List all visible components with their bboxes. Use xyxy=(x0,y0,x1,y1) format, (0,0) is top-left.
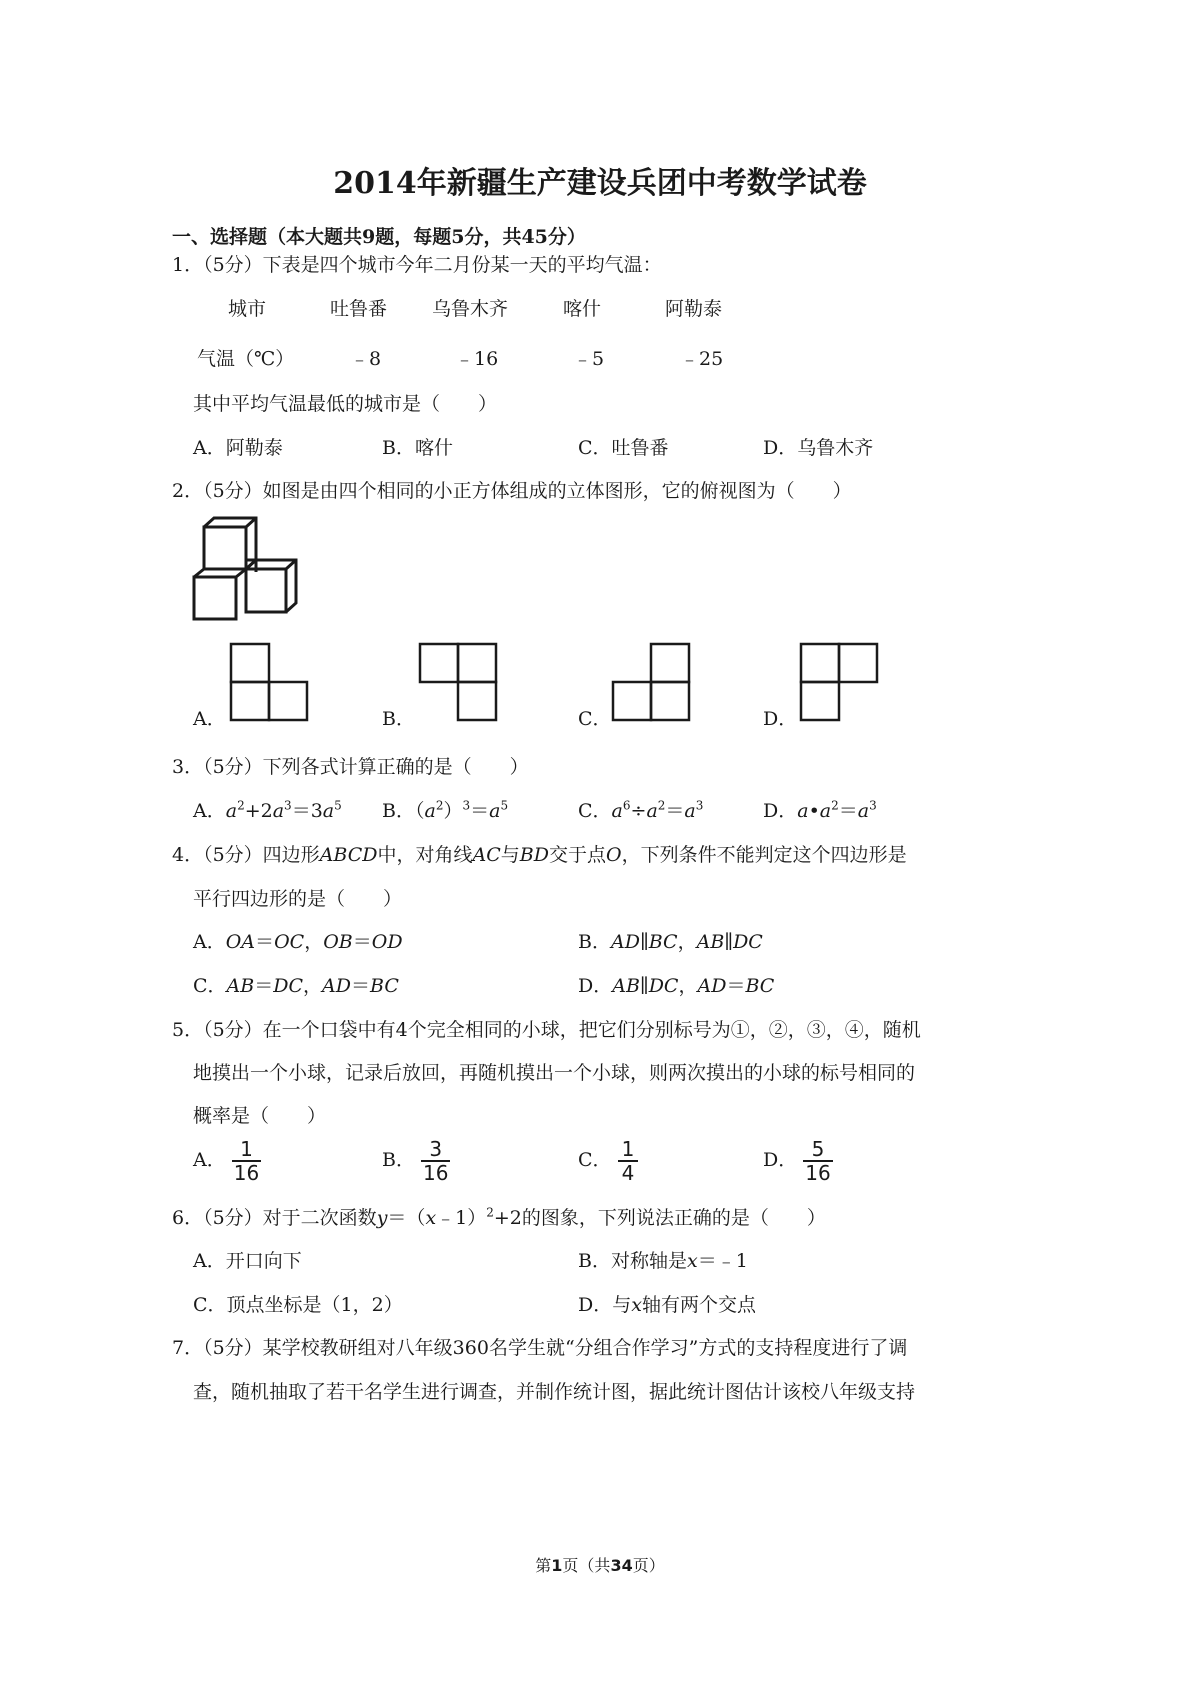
q3-option-b: B．$(a^2)^3=a^5$ xyxy=(382,798,509,822)
op: ∥ xyxy=(639,931,649,953)
table-cell: 乌鲁木齐 xyxy=(432,298,509,320)
q2-option-d-label: D． xyxy=(763,708,798,730)
footer-text: 页） xyxy=(632,1556,665,1575)
op: ∥ xyxy=(639,975,649,997)
numerator: 1 xyxy=(621,1137,635,1161)
table-cell: ﹣25 xyxy=(680,348,724,370)
table-cell: 喀什 xyxy=(563,298,602,320)
q1-option-d: D．乌鲁木齐 xyxy=(763,437,874,459)
footer-text: 页（共 xyxy=(562,1556,611,1575)
var: AB xyxy=(696,931,725,953)
q2-option-b-label: B． xyxy=(382,708,415,730)
op: ＝ xyxy=(352,931,372,953)
option-label: A． xyxy=(193,800,226,822)
q7-stem-line1: 7．（5分）某学校教研组对八年级360名学生就“分组合作学习”方式的支持程度进行了调 xyxy=(172,1337,908,1359)
var: BC xyxy=(745,975,775,997)
fraction xyxy=(618,1138,639,1184)
table-cell: 吐鲁番 xyxy=(330,298,388,320)
option-label: D． xyxy=(763,1149,798,1171)
var: DC xyxy=(273,975,304,997)
var: DC xyxy=(733,931,763,953)
q4-option-c xyxy=(193,971,399,998)
option-label: A． xyxy=(193,931,226,953)
cube-solid-figure xyxy=(190,515,305,623)
numerator: 3 xyxy=(429,1137,443,1161)
denominator: 16 xyxy=(423,1161,449,1185)
q4-var: ABCD xyxy=(319,844,378,866)
q1-option-c: C．吐鲁番 xyxy=(578,437,669,459)
q5-option-d xyxy=(763,1138,833,1184)
q4-option-d xyxy=(578,971,774,998)
q5-option-b xyxy=(382,1138,450,1184)
var: x xyxy=(686,1250,698,1272)
option-label: B． xyxy=(382,800,415,822)
option-label: C． xyxy=(578,1149,612,1171)
table-cell: 城市 xyxy=(228,298,267,320)
var: AB xyxy=(226,975,255,997)
q5-stem-line2: 地摸出一个小球，记录后放回，再随机摸出一个小球，则两次摸出的小球的标号相同的 xyxy=(193,1062,916,1084)
denominator: 4 xyxy=(618,1160,639,1184)
table-cell: ﹣16 xyxy=(455,348,499,370)
page-number: 1 xyxy=(551,1556,563,1575)
option-label: D． xyxy=(578,975,613,997)
op: ＝ xyxy=(351,975,371,997)
q5-option-c xyxy=(578,1138,638,1184)
q5-stem-line1: 5．（5分）在一个口袋中有4个完全相同的小球，把它们分别标号为①，②，③，④，随机 xyxy=(172,1019,921,1041)
q2-stem: 2．（5分）如图是由四个相同的小正方体组成的立体图形，它的俯视图为（ ） xyxy=(172,480,852,502)
q4-text: 4．（5分）四边形 xyxy=(172,844,320,866)
q4-var: O xyxy=(606,844,622,866)
q5-stem-line3: 概率是（ ） xyxy=(193,1105,327,1127)
q2-option-d-figure xyxy=(800,643,880,723)
option-label: A． xyxy=(193,1149,226,1171)
op: ＝ xyxy=(726,975,746,997)
sep: ， xyxy=(304,931,324,953)
sep: ， xyxy=(678,975,698,997)
var: AD xyxy=(610,931,640,953)
option-label: C． xyxy=(578,800,612,822)
q1-stem: 1．（5分）下表是四个城市今年二月份某一天的平均气温： xyxy=(172,254,662,276)
table-cell: 气温（℃） xyxy=(197,348,295,370)
q4-text: 中，对角线 xyxy=(377,844,473,866)
q3-option-a: A．$a^2+2a^3=3a^5$ xyxy=(193,798,342,822)
q6-text: ＝（ xyxy=(387,1207,426,1229)
var: y xyxy=(376,1207,388,1229)
q7-stem-line2: 查，随机抽取了若干名学生进行调查，并制作统计图，据此统计图估计该校八年级支持 xyxy=(193,1381,916,1403)
section-heading: 一、选择题（本大题共9题，每题5分，共45分） xyxy=(172,226,586,248)
var: BC xyxy=(370,975,399,997)
q6-stem xyxy=(172,1203,826,1230)
var: AD xyxy=(697,975,727,997)
q1-option-a: A．阿勒泰 xyxy=(193,437,283,459)
var: AD xyxy=(322,975,352,997)
exponent: 2 xyxy=(486,1205,494,1220)
var: OC xyxy=(274,931,305,953)
table-cell: 阿勒泰 xyxy=(665,298,723,320)
numerator: 5 xyxy=(811,1137,825,1161)
option-text: 轴有两个交点 xyxy=(641,1294,756,1316)
option-text: ＝﹣1 xyxy=(697,1250,748,1272)
q3-option-c: C．$a^6\div a^2=a^3$ xyxy=(578,798,704,822)
q6-text: +2的图象，下列说法正确的是（ ） xyxy=(493,1207,826,1229)
q2-option-c-label: C． xyxy=(578,708,612,730)
sep: ， xyxy=(677,931,697,953)
q2-option-c-figure xyxy=(612,643,692,723)
q6-text: ﹣1） xyxy=(436,1207,487,1229)
q4-text: 交于点 xyxy=(549,844,607,866)
q4-stem-line2: 平行四边形的是（ ） xyxy=(193,888,403,910)
q1-option-b: B．喀什 xyxy=(382,437,453,459)
table-cell: ﹣5 xyxy=(573,348,605,370)
q6-option-c: C．顶点坐标是（1，2） xyxy=(193,1294,403,1316)
q2-option-b-figure xyxy=(419,643,499,723)
denominator: 16 xyxy=(805,1161,831,1185)
sep: ， xyxy=(303,975,323,997)
option-label: B． xyxy=(578,931,611,953)
fraction xyxy=(232,1138,261,1184)
fraction xyxy=(803,1138,832,1184)
q2-option-a-figure xyxy=(230,643,310,723)
q2-option-a-label: A． xyxy=(193,708,226,730)
numerator: 1 xyxy=(240,1137,253,1161)
op: ∥ xyxy=(724,931,734,953)
var: BC xyxy=(648,931,678,953)
q4-var: AC xyxy=(472,844,501,866)
option-text: B．对称轴是 xyxy=(578,1250,687,1272)
q6-text: 6．（5分）对于二次函数 xyxy=(172,1207,377,1229)
page-footer xyxy=(0,1553,1200,1576)
q4-stem xyxy=(172,840,907,867)
fraction xyxy=(421,1138,450,1184)
page-title: 2014年新疆生产建设兵团中考数学试卷 xyxy=(333,166,867,201)
var: OB xyxy=(323,931,353,953)
q4-option-a xyxy=(193,927,403,954)
op: ＝ xyxy=(254,975,274,997)
q3-stem: 3．（5分）下列各式计算正确的是（ ） xyxy=(172,756,529,778)
q4-text: ，下列条件不能判定这个四边形是 xyxy=(621,844,907,866)
var: AB xyxy=(612,975,640,997)
option-text: D．与 xyxy=(578,1294,632,1316)
var: DC xyxy=(648,975,679,997)
option-label: C． xyxy=(193,975,227,997)
q3-option-d: D．$a•a^2=a^3$ xyxy=(763,798,877,822)
q6-option-a: A．开口向下 xyxy=(193,1250,302,1272)
q6-option-d xyxy=(578,1290,756,1317)
q1-question: 其中平均气温最低的城市是（ ） xyxy=(193,393,498,415)
var: OD xyxy=(371,931,403,953)
var: x xyxy=(425,1207,437,1229)
footer-text: 第 xyxy=(535,1556,552,1575)
q5-option-a xyxy=(193,1138,261,1184)
var: x xyxy=(631,1294,642,1316)
var: OA xyxy=(225,931,256,953)
q4-option-b xyxy=(578,927,763,954)
option-label: D． xyxy=(763,800,798,822)
q4-var: BD xyxy=(519,844,549,866)
total-pages: 34 xyxy=(610,1556,633,1575)
option-label: B． xyxy=(382,1149,415,1171)
table-cell: ﹣8 xyxy=(350,348,382,370)
q4-text: 与 xyxy=(500,844,520,866)
op: ＝ xyxy=(255,931,275,953)
q6-option-b xyxy=(578,1246,748,1273)
denominator: 16 xyxy=(233,1161,260,1185)
